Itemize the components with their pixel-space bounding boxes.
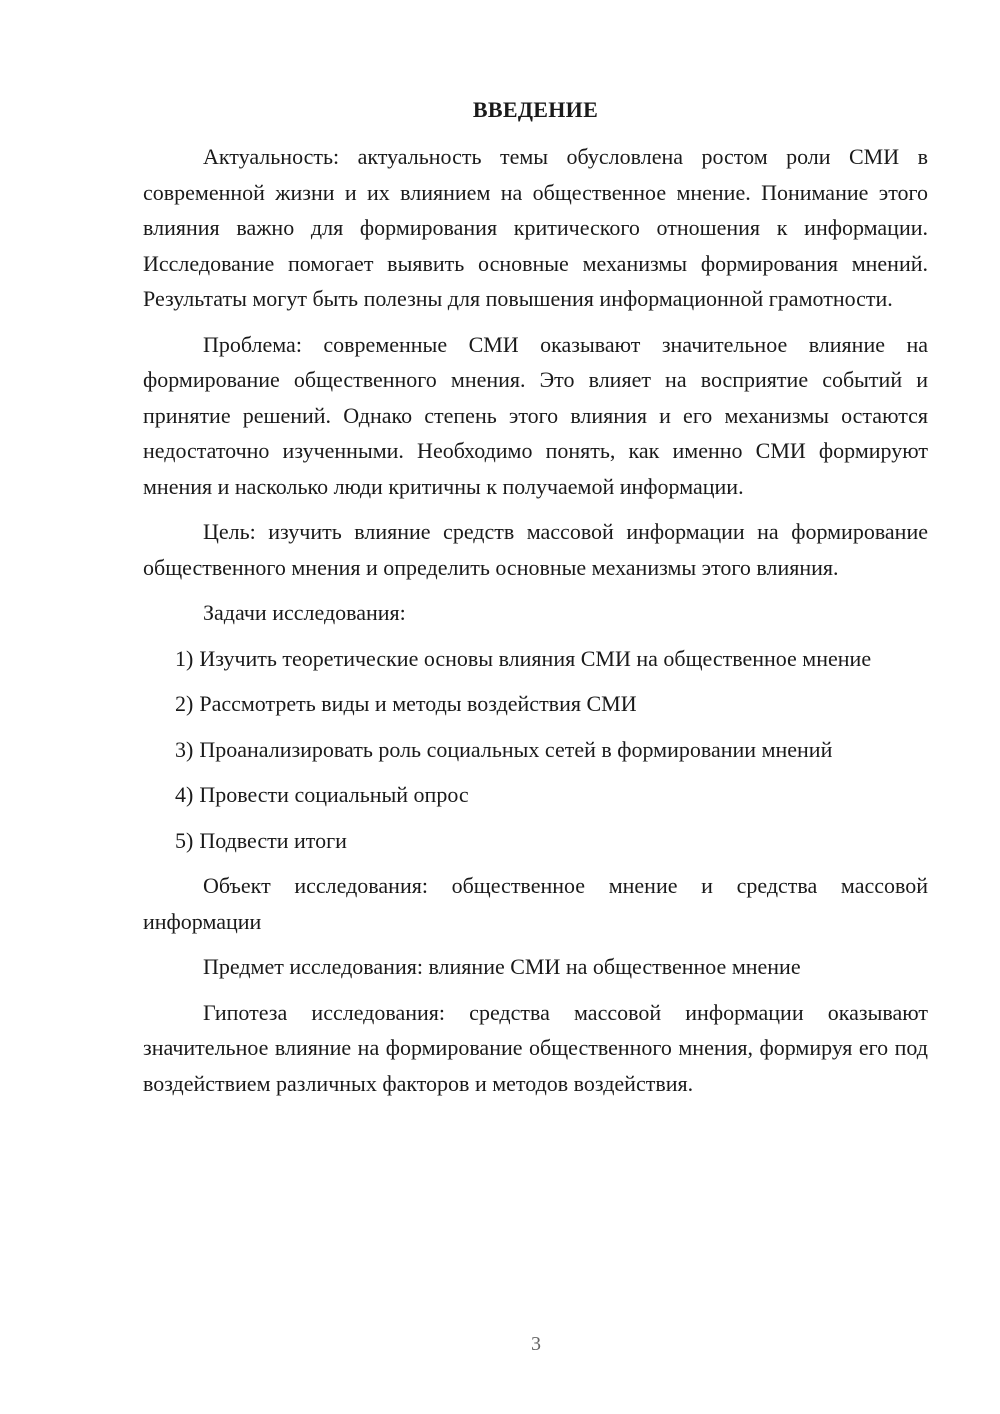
paragraph-object: Объект исследования: общественное мнение и средства массовой информации bbox=[143, 873, 928, 934]
task-text: Провести социальный опрос bbox=[199, 782, 469, 807]
paragraph-problem: Проблема: современные СМИ оказывают значительное влияние на формирование общественного мнения. Это влияет на восприятие событий и принятие решений. Однако степень этого влияния и его механизмы остаются недостаточно изученными. Необходимо понять, как именно СМИ формируют мнения и насколько люди критичны к получаемой информации. bbox=[143, 331, 928, 499]
task-number: 1) bbox=[175, 645, 194, 671]
task-item bbox=[143, 641, 928, 677]
task-item bbox=[143, 732, 928, 768]
paragraph-relevance: Актуальность: актуальность темы обусловлена ростом роли СМИ в современной жизни и их влиянием на общественное мнение. Понимание этого влияния важно для формирования критического отношения к информации. Исследование помогает выявить основные механизмы формирования мнений. Результаты могут быть полезны для повышения информационной грамотности. bbox=[143, 144, 928, 311]
paragraph-goal: Цель: изучить влияние средств массовой информации на формирование общественного мнения и определить основные механизмы этого влияния. bbox=[143, 519, 928, 580]
page-number: 3 bbox=[531, 1333, 541, 1355]
task-number: 2) bbox=[175, 691, 194, 716]
task-item bbox=[143, 686, 928, 722]
task-text: Изучить теоретические основы влияния СМИ на общественное мнение bbox=[199, 645, 872, 671]
paragraph-subject: Предмет исследования: влияние СМИ на общественное мнение bbox=[203, 954, 801, 979]
task-number: 5) bbox=[175, 827, 194, 853]
task-text: Подвести итоги bbox=[199, 827, 347, 853]
page-content bbox=[143, 92, 928, 1111]
task-number: 3) bbox=[175, 736, 194, 762]
paragraph-tasks-heading: Задачи исследования: bbox=[203, 600, 406, 625]
section-title: ВВЕДЕНИЕ bbox=[472, 97, 599, 122]
paragraph-hypothesis: Гипотеза исследования: средства массовой информации оказывают значительное влияние на формирование общественного мнения, формируя его под воздействием различных факторов и методов воздействия. bbox=[143, 999, 928, 1096]
task-number: 4) bbox=[175, 782, 194, 807]
task-item bbox=[143, 823, 928, 859]
task-text: Проанализировать роль социальных сетей в формировании мнений bbox=[199, 736, 833, 762]
task-text: Рассмотреть виды и методы воздействия СМИ bbox=[199, 691, 637, 716]
task-item bbox=[143, 777, 928, 813]
